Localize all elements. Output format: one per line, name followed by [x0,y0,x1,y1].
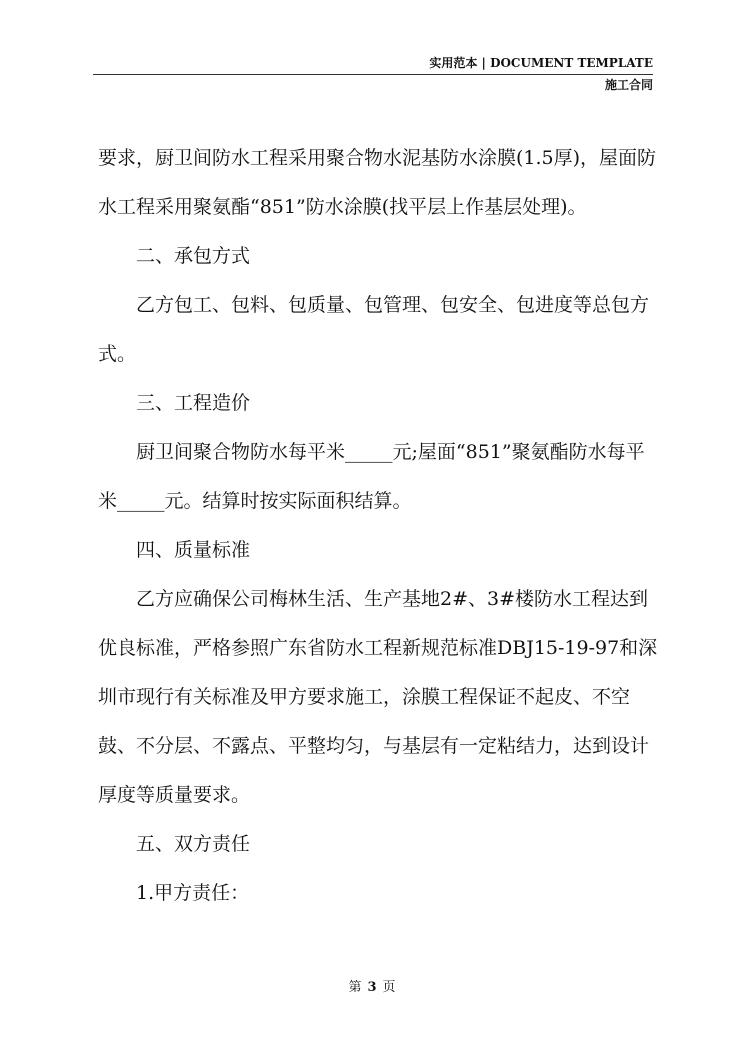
section-heading-5: 五、双方责任 [136,833,251,855]
page-header [93,56,653,75]
document-body [98,134,662,918]
header-title: 实用范本 | DOCUMENT TEMPLATE [429,56,653,70]
paragraph-5: 1.甲方责任： [136,882,250,904]
section-heading-4: 四、质量标准 [136,539,251,561]
footer-suffix: 页 [382,980,396,995]
paragraph-3: 厨卫间聚合物防水每平米_____元;屋面“851”聚氨酯防水每平米_____元。结算时按实际面积结算。 [98,441,645,512]
paragraph-1: 要求，厨卫间防水工程采用聚合物水泥基防水涂膜(1.5厚)，屋面防水工程采用聚氨酯“851”防水涂膜(找平层上作基层处理)。 [98,147,657,218]
footer-prefix: 第 [348,980,362,995]
page-number: 3 [367,980,377,995]
paragraph-2: 乙方包工、包料、包质量、包管理、包安全、包进度等总包方式。 [98,294,650,365]
paragraph-4: 乙方应确保公司梅林生活、生产基地2#、3#楼防水工程达到优良标准，严格参照广东省防水工程新规范标准DBJ15-19-97和深圳市现行有关标准及甲方要求施工，涂膜工程保证不起皮、不空鼓、不分层、不露点、平整均匀，与基层有一定粘结力，达到设计厚度等质量要求。 [98,588,658,806]
section-heading-3: 三、工程造价 [136,392,251,414]
page-footer [0,976,744,995]
section-heading-2: 二、承包方式 [136,245,251,267]
header-subtitle: 施工合同 [604,78,653,92]
